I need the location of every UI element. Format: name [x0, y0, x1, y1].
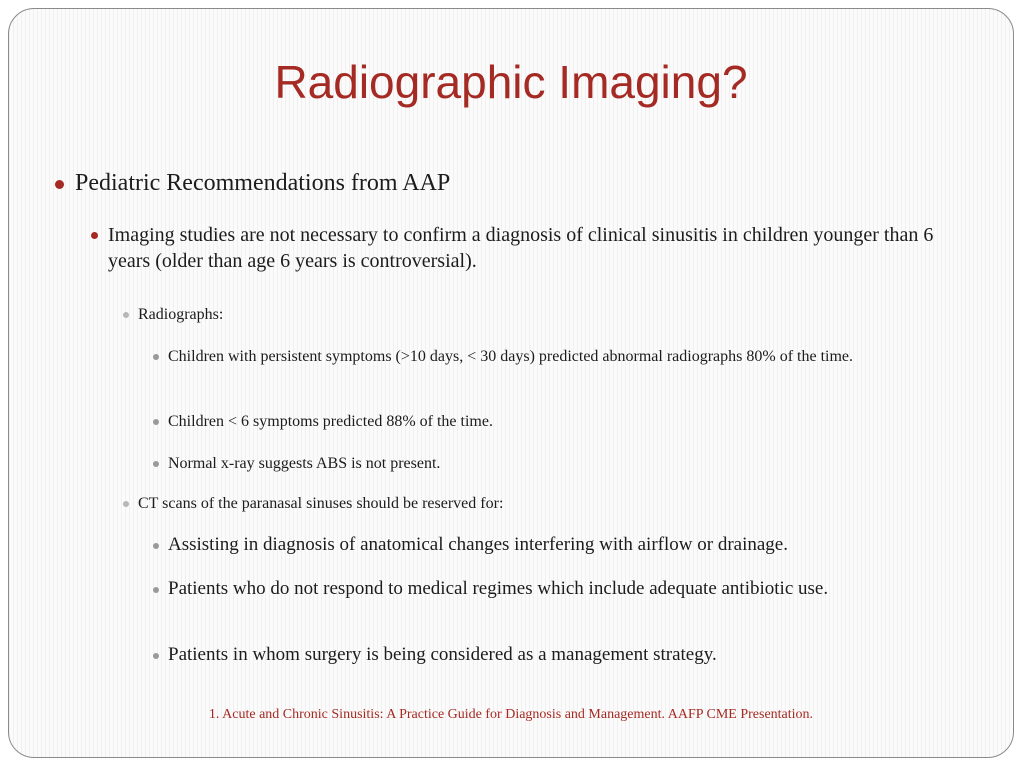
radiographs-item: [168, 453, 973, 474]
radiographs-item-text: Children < 6 symptoms predicted 88% of the time.: [168, 413, 493, 430]
bullet-dot-icon: [153, 543, 159, 549]
ct-item: [168, 578, 983, 600]
ct-label: CT scans of the paranasal sinuses should be reserved for:: [138, 495, 504, 512]
slide-title: Radiographic Imaging?: [274, 56, 748, 108]
radiographs-item: [168, 411, 973, 432]
ct-item: [168, 644, 983, 666]
bullet-dot-icon: [153, 461, 159, 467]
bullet-level2: [108, 222, 948, 274]
bullet-dot-icon: [153, 587, 159, 593]
bullet-dot-icon: [153, 419, 159, 425]
ct-item-text: Patients who do not respond to medical regimes which include adequate antibiotic use.: [168, 578, 829, 599]
slide-frame: [8, 8, 1014, 758]
ct-item: [168, 534, 983, 556]
ct-item-text: Patients in whom surgery is being considered as a management strategy.: [168, 644, 717, 665]
radiographs-item-text: Normal x-ray suggests ABS is not present.: [168, 455, 441, 472]
bullet-dot-icon: [153, 354, 159, 360]
ct-item-text: Assisting in diagnosis of anatomical changes interfering with airflow or drainage.: [168, 534, 788, 555]
bullet-level1: [75, 169, 975, 197]
bullet-dot-icon: [91, 232, 98, 239]
footnote-citation: 1. Acute and Chronic Sinusitis: A Practice Guide for Diagnosis and Management. AAFP CME Presentation.: [208, 707, 814, 722]
radiographs-label: Radiographs:: [138, 306, 224, 323]
bullet-level1-text: Pediatric Recommendations from AAP: [75, 170, 451, 196]
bullet-dot-icon: [123, 312, 129, 318]
bullet-ct-scans: [138, 493, 938, 514]
bullet-dot-icon: [55, 180, 64, 189]
radiographs-item: [168, 346, 973, 367]
bullet-dot-icon: [153, 653, 159, 659]
bullet-dot-icon: [123, 501, 129, 507]
radiographs-item-text: Children with persistent symptoms (>10 days, < 30 days) predicted abnormal radiographs 80% of the time.: [168, 348, 854, 365]
bullet-level2-text: Imaging studies are not necessary to confirm a diagnosis of clinical sinusitis in children younger than 6 years (older than age 6 years is controversial).: [108, 224, 934, 272]
bullet-radiographs: [138, 304, 938, 325]
